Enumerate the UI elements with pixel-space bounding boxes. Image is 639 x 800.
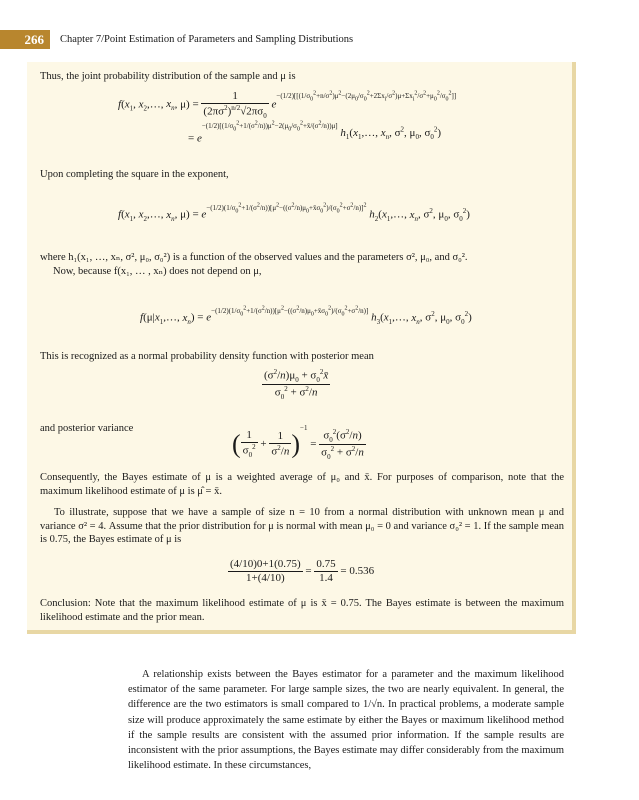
recognized-text: This is recognized as a normal probability density function with posterior mean [40, 351, 374, 362]
calc-result: = 0.536 [340, 565, 375, 578]
posterior-equation: $f(\mu|x_1,\dots$, $x_n) = e^{-(1/2)(1/\sigma_0^2+1/(\sigma^2/n))[\mu^2-((\sigma^2/n)\mu_0+x̄\sigma_0^2)/(\sigma_0^2+\sigma^2/n)]}$ $h_3(x_1,\dots$, $x_n$, $\sigma^2$, $\mu_0$, $\sigma_0^2$) [140, 305, 472, 326]
calc-mid-denominator: 1.4 [319, 572, 333, 584]
posterior-mean-formula: $\frac{(\sigma^2/n)\mu_0 + \sigma_0^2x̄}{\sigma_0^2 + \sigma^2/n}$ [264, 368, 329, 401]
calc-mid-numerator: 0.75 [316, 558, 336, 570]
calc-numerator: (4/10)0+1(0.75) [230, 558, 301, 570]
running-header [0, 0, 639, 58]
joint-distribution-equation-line2: = $e^{-(1/2)[(1/\sigma_0^2+1/(\sigma^2/n))\mu^2-2(\mu_0/\sigma_0^2+x̄/(\sigma^2/n))\mu]}$ $h_1(x_1,\dots$, $x_n$, $\sigma^2$, $\mu_0$, $\sigma_0^2$) [188, 120, 442, 145]
body-paragraph: A relationship exists between the Bayes estimator for a parameter and the maximum likelihood estimator of the same parameter. For large sample sizes, the two are nearly equivalent. In general, the difference are the two estimators is small compared to 1/√n. In practical problems, a moderate sample size will produce approximately the same estimate by either the Bayes or maximum likelihood method if the sample results are consistent with the assumed prior information. If the sample results are inconsistent with the prior assumptions, the Bayes estimate may differ considerably from the maximum likelihood estimate. In these circumstances, [128, 669, 564, 772]
posterior-variance-label: and posterior variance [40, 423, 134, 434]
conclusion-text: Conclusion: Note that the maximum likelihood estimate of μ is x̄ = 0.75. The Bayes estimate is between the maximum likelihood estimate and the prior mean. [40, 598, 564, 623]
calc-denominator: 1+(4/10) [246, 572, 285, 584]
bayes-calculation: $\frac{(4/10)0+1(0.75)}{1+(4/10)}$ = $\frac{0.75}{1.4}$ = 0.536 [230, 558, 375, 584]
chapter-title: Chapter 7/Point Estimation of Parameters and Sampling Distributions [60, 34, 354, 45]
completed-square-equation: $f(x_1$, $x_2,\dots$, $x_n$, $\mu) = e^{-(1/2)(1/\sigma_0^2+1/(\sigma^2/n))[\mu^2-((\sigma^2/n)\mu_0+x̄\sigma_0^2)/(\sigma_0^2+\sigma^2/n)]^2}$ $h_2(x_1,\dots$, $x_n$, $\sigma^2$, $\mu_0$, $\sigma_0^2$) [118, 202, 470, 223]
complete-square-text: Upon completing the square in the exponent, [40, 169, 229, 180]
posterior-variance-formula: ( $\frac{1}{\sigma_0^2}$ + $\frac{1}{\sigma^2/n}$ )$^{-1}$ = $\frac{\sigma_0^2(\sigma^2/n)}{\sigma_0^2 + \sigma^2/n}$ [232, 424, 364, 461]
where-h1-text: where h₁(x₁, …, xₙ, σ², μ₀, σ₀²) is a function of the observed values and the parameters σ², μ₀, and σ₀². [40, 252, 468, 263]
page-number: 266 [0, 30, 50, 49]
consequently-text: Consequently, the Bayes estimate of μ is a weighted average of μ₀ and x̄. For purposes of comparison, note that the maximum likelihood estimate of μ is μ̂ = x̄. [40, 472, 564, 497]
example-box [27, 62, 576, 634]
intro-joint-text: Thus, the joint probability distribution of the sample and μ is [40, 71, 296, 82]
illustrate-text: To illustrate, suppose that we have a sample of size n = 10 from a normal distribution with unknown mean μ and variance σ² = 4. Assume that the prior distribution for μ is normal with mean μ₀ = 0 and variance σ₀² = 1. If the sample mean is 0.75, the Bayes estimate of μ is [40, 507, 564, 545]
now-because-text: Now, because f(x₁, … , xₙ) does not depend on μ, [53, 266, 262, 277]
joint-distribution-equation: $f(x_1$, $x_2,\dots$, $x_n$, μ) = $\frac{1}{(2\pi\sigma^2)^{n/2}√2\pi\sigma_0}$ $e^{-(1/2)[[(1/\sigma_0^2+n/\sigma^2)\mu^2-(2\mu_0/\sigma_0^2+2\Sigma x_i/\sigma^2)\mu+\Sigma x_i^2/\sigma^2+\mu_0^2/\sigma_0^2]]}$ [118, 90, 457, 120]
